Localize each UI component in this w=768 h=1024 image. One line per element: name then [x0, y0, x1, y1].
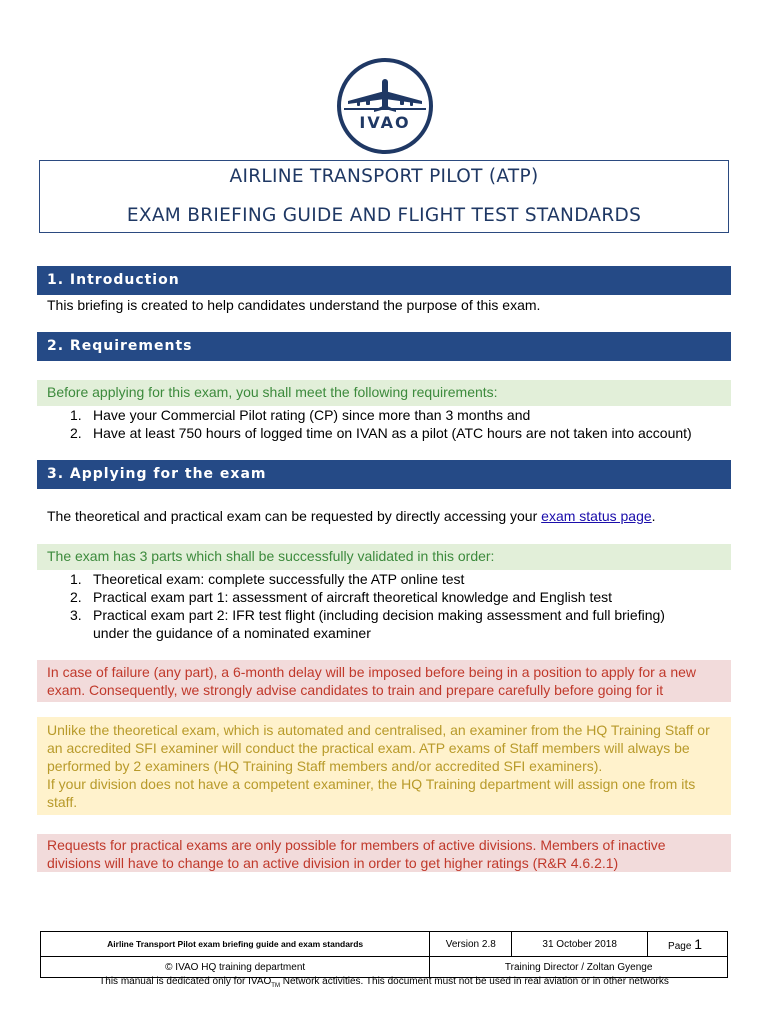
examiner-note [37, 717, 731, 815]
footer-author: Training Director / Zoltan Gyenge [430, 957, 728, 978]
section-heading-introduction: 1. Introduction [37, 266, 731, 295]
footer-doc-title: Airline Transport Pilot exam briefing guide and exam standards [41, 932, 430, 957]
divisions-note: Requests for practical exams are only possible for members of active divisions. Members of inactive divisions will have to change to an active division in order to get higher ratings (R&R 4.6.2.1) [37, 834, 731, 872]
footer-version: Version 2.8 [430, 932, 512, 957]
section-heading-requirements: 2. Requirements [37, 332, 731, 361]
examiner-note-2: If your division does not have a competent examiner, the HQ Training department will assign one from its staff. [47, 776, 696, 810]
requirements-note: Before applying for this exam, you shall meet the following requirements: [37, 380, 731, 406]
title-line-2: EXAM BRIEFING GUIDE AND FLIGHT TEST STANDARDS [126, 205, 642, 226]
title-line-1: AIRLINE TRANSPORT PILOT (ATP) [229, 166, 539, 187]
list-item: 1. Have your Commercial Pilot rating (CP) since more than 3 months and [70, 407, 531, 423]
exam-status-link[interactable]: exam status page [541, 508, 652, 524]
failure-note: In case of failure (any part), a 6-month delay will be imposed before being in a position to apply for a new exam. Consequently, we strongly advise candidates to train and prepare carefully before going for it [37, 660, 731, 702]
list-item: 2. Practical exam part 1: assessment of aircraft theoretical knowledge and English test [70, 589, 613, 605]
exam-parts-list [37, 570, 731, 642]
footer-copyright: © IVAO HQ training department [41, 957, 430, 978]
intro-text: This briefing is created to help candidates understand the purpose of this exam. [47, 297, 541, 313]
exam-parts-note: The exam has 3 parts which shall be successfully validated in this order: [37, 544, 731, 570]
list-item: 1. Theoretical exam: complete successfully the ATP online test [70, 571, 465, 587]
examiner-note-1: Unlike the theoretical exam, which is automated and centralised, an examiner from the HQ Training Staff or an accredited SFI examiner will conduct the practical exam. ATP exams of Staff members will always be performed by 2 examiners (HQ Training Staff members and/or accredited SFI examiners). [47, 722, 710, 774]
title-box [39, 160, 729, 233]
applying-text: The theoretical and practical exam can be requested by directly accessing your exam status page. [47, 508, 656, 524]
requirements-list [37, 406, 731, 442]
footer-table [40, 931, 728, 978]
list-item: 3. Practical exam part 2: IFR test flight (including decision making assessment and full briefing) under the guidance of a nominated examiner [70, 607, 665, 641]
page-number: 1 [694, 936, 702, 952]
list-item: 2. Have at least 750 hours of logged time on IVAN as a pilot (ATC hours are not taken into account) [70, 425, 692, 441]
section-heading-applying: 3. Applying for the exam [37, 460, 731, 489]
footer-date: 31 October 2018 [512, 932, 648, 957]
footer-page: Page 1 [648, 932, 728, 957]
ivao-logo [336, 57, 434, 155]
footer-disclaimer: This manual is dedicated only for $IVAO_{TM}$ Network activities. This document must not be used in real aviation or in other networks [99, 976, 669, 989]
logo-text: IVAO [359, 113, 411, 132]
